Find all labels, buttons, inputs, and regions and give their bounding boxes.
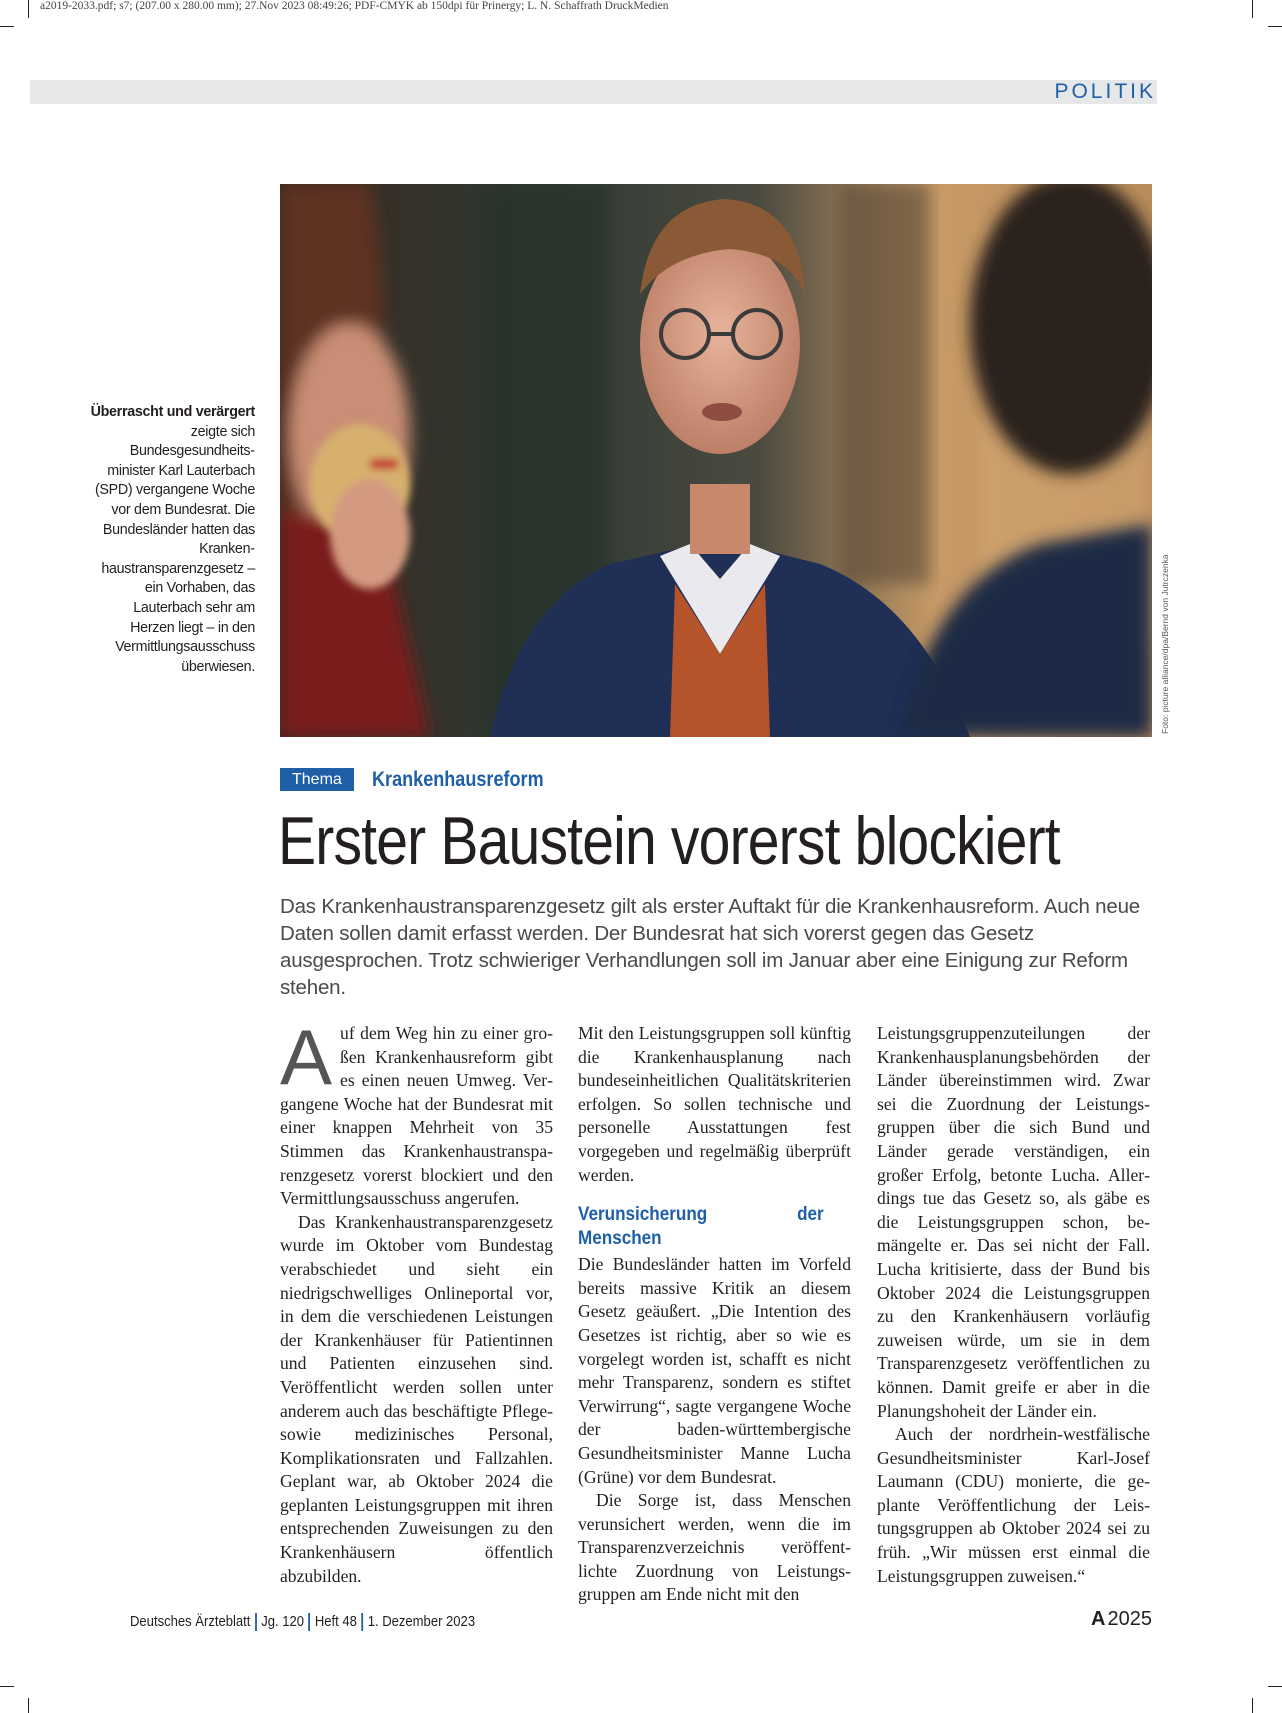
footer-separator — [361, 1613, 363, 1631]
body-paragraph: Die Bundesländer hatten im Vorfeld bereits massive Kritik an diesem Gesetz geäußert. „Die Intention des Gesetzes ist richtig, aber so wie es vorgelegt worden ist, schafft es nicht mehr Transparenz, sondern es stiftet Verwirrung“, sagte vergangene Woche der baden-württembergische Gesundheitsminister Manne Lucha (Grüne) vor dem Bundesrat. — [578, 1254, 851, 1487]
crop-mark-bottom-right-h — [1268, 1686, 1282, 1687]
body-paragraph: Das Krankenhaustransparenzgesetz wurde im Oktober vom Bundestag verabschiedet und sieht ein niedrigschwelliges Onlineportal vor, in dem die verschiedenen Leistungen der Krankenhäuser für Patientinnen und Patienten einzusehen sind. Veröffentlicht werden sollen unter anderem auch das beschäftigte Pflege- sowie medizinisches Personal, Komplikationsraten und Fallzahlen. Geplant war, ab Oktober 2024 die geplanten Leistungsgruppen mit ihren entsprechenden Zuweisungen zu den Krankenhäusern öffentlich abzubilden. — [280, 1211, 553, 1586]
page-prefix: A — [1091, 1608, 1106, 1630]
subheading: Verunsicherung der Menschen — [578, 1204, 824, 1250]
caption-lead: Überrascht und verärgert — [90, 404, 255, 420]
crop-mark-top-right-h — [1268, 26, 1282, 27]
photo-credit: Foto: picture alliance/dpa/Bernd von Jutrczenka — [1160, 554, 1170, 734]
photo-caption — [90, 403, 255, 677]
body-paragraph: Auf dem Weg hin zu einer großen Krankenhausreform gibt es einen neuen Umweg. Vergangene Woche hat der Bundesrat mit einer knappen Mehrheit von 35 Stimmen das Krankenhaustransparenzgesetz vorerst blockiert und den Vermittlungsausschuss angerufen. — [280, 1013, 553, 1209]
kicker — [280, 768, 571, 791]
crop-mark-top-right-v — [1252, 0, 1253, 18]
body-paragraph: Mit den Leistungsgruppen soll künftig die Krankenhausplanung nach bundeseinheitlichen Qualitätskriterien erfolgen. So sollen technische und personelle Ausstattungen fest vorgegeben und regelmäßig überprüft werden. — [578, 1023, 851, 1185]
text-column-3 — [877, 1022, 1150, 1588]
page-number — [1091, 1608, 1152, 1631]
crop-mark-top-left-v — [28, 0, 29, 18]
print-slug-line: a2019-2033.pdf; s7; (207.00 x 280.00 mm); 27.Nov 2023 08:49:26; PDF-CMYK ab 150dpi für Prinergy; L. N. Schaffrath DruckMedien — [40, 0, 669, 12]
crop-mark-bottom-left-h — [0, 1686, 14, 1687]
footer-separator — [309, 1613, 311, 1631]
section-label: POLITIK — [1054, 80, 1156, 103]
journal-issue: Heft 48 — [314, 1614, 357, 1630]
journal-volume: Jg. 120 — [261, 1614, 305, 1630]
drop-cap: A — [280, 1013, 333, 1101]
article-headline: Erster Baustein vorerst blockiert — [278, 803, 1060, 879]
body-paragraph: Die Sorge ist, dass Menschen verunsichert werden, wenn die im Transparenzverzeichnis veröffentlichte Zuordnung von Leistungsgruppen am Ende nicht mit den — [578, 1490, 851, 1605]
body-paragraph: Auch der nordrhein-westfälische Gesundheitsminister Karl-Josef Laumann (CDU) monierte, die geplante Veröffentlichung der Leistungsgruppen ab Oktober 2024 sei zu früh. „Wir müssen erst einmal die Leistungsgruppen zuweisen.“ — [877, 1424, 1150, 1586]
footer-separator — [255, 1613, 257, 1631]
body-paragraph: Leistungsgruppenzuteilungen der Krankenhausplanungsbehörden der Länder übereinstimmen wird. Zwar sei die Zuordnung der Leistungsgruppen über die sich Bund und Länder gerade verständigen, ein großer Erfolg, betonte Lucha. Allerdings tue das Gesetz so, als gäbe es die Leistungsgruppen schon, bemängelte er. Das sei nicht der Fall. Lucha kritisierte, dass der Bund bis Oktober 2024 die Leistungsgruppen zu den Krankenhäusern vorläufig zuweisen würde, um sie in dem Transparenzgesetz veröffentlichen zu können. Damit greife er aber in die Planungshoheit der Länder ein. — [877, 1023, 1150, 1421]
crop-mark-bottom-left-v — [28, 1698, 29, 1713]
journal-name: Deutsches Ärzteblatt — [130, 1614, 251, 1630]
thema-badge: Thema — [280, 768, 354, 791]
text-column-2 — [578, 1022, 851, 1607]
issue-date: 1. Dezember 2023 — [367, 1614, 476, 1630]
crop-mark-top-left-h — [0, 26, 14, 27]
kicker-topic: Krankenhausreform — [371, 767, 544, 791]
page-footer — [130, 1613, 475, 1631]
caption-text: zeigte sich Bundesgesundheitsminister Karl Lauterbach (SPD) vergangene Woche vor dem Bundesrat. Die Bundesländer hatten das Krankenhaustransparenzgesetz – ein Vorhaben, das Lauterbach sehr am Herzen liegt – in den Vermittlungsausschuss überwiesen. — [94, 423, 255, 675]
article-photo — [280, 184, 1152, 737]
text-column-1 — [280, 1013, 553, 1588]
section-bar — [30, 80, 1157, 104]
article-lead: Das Krankenhaustransparenzgesetz gilt als erster Auftakt für die Krankenhausreform. Auch neue Daten sollen damit erfasst werden. Der Bundesrat hat sich vorerst gegen das Gesetz ausgesprochen. Trotz schwieriger Verhandlungen soll im Januar aber eine Einigung zur Reform stehen. — [280, 895, 1140, 999]
crop-mark-bottom-right-v — [1252, 1698, 1253, 1713]
page-value: 2025 — [1107, 1608, 1152, 1630]
